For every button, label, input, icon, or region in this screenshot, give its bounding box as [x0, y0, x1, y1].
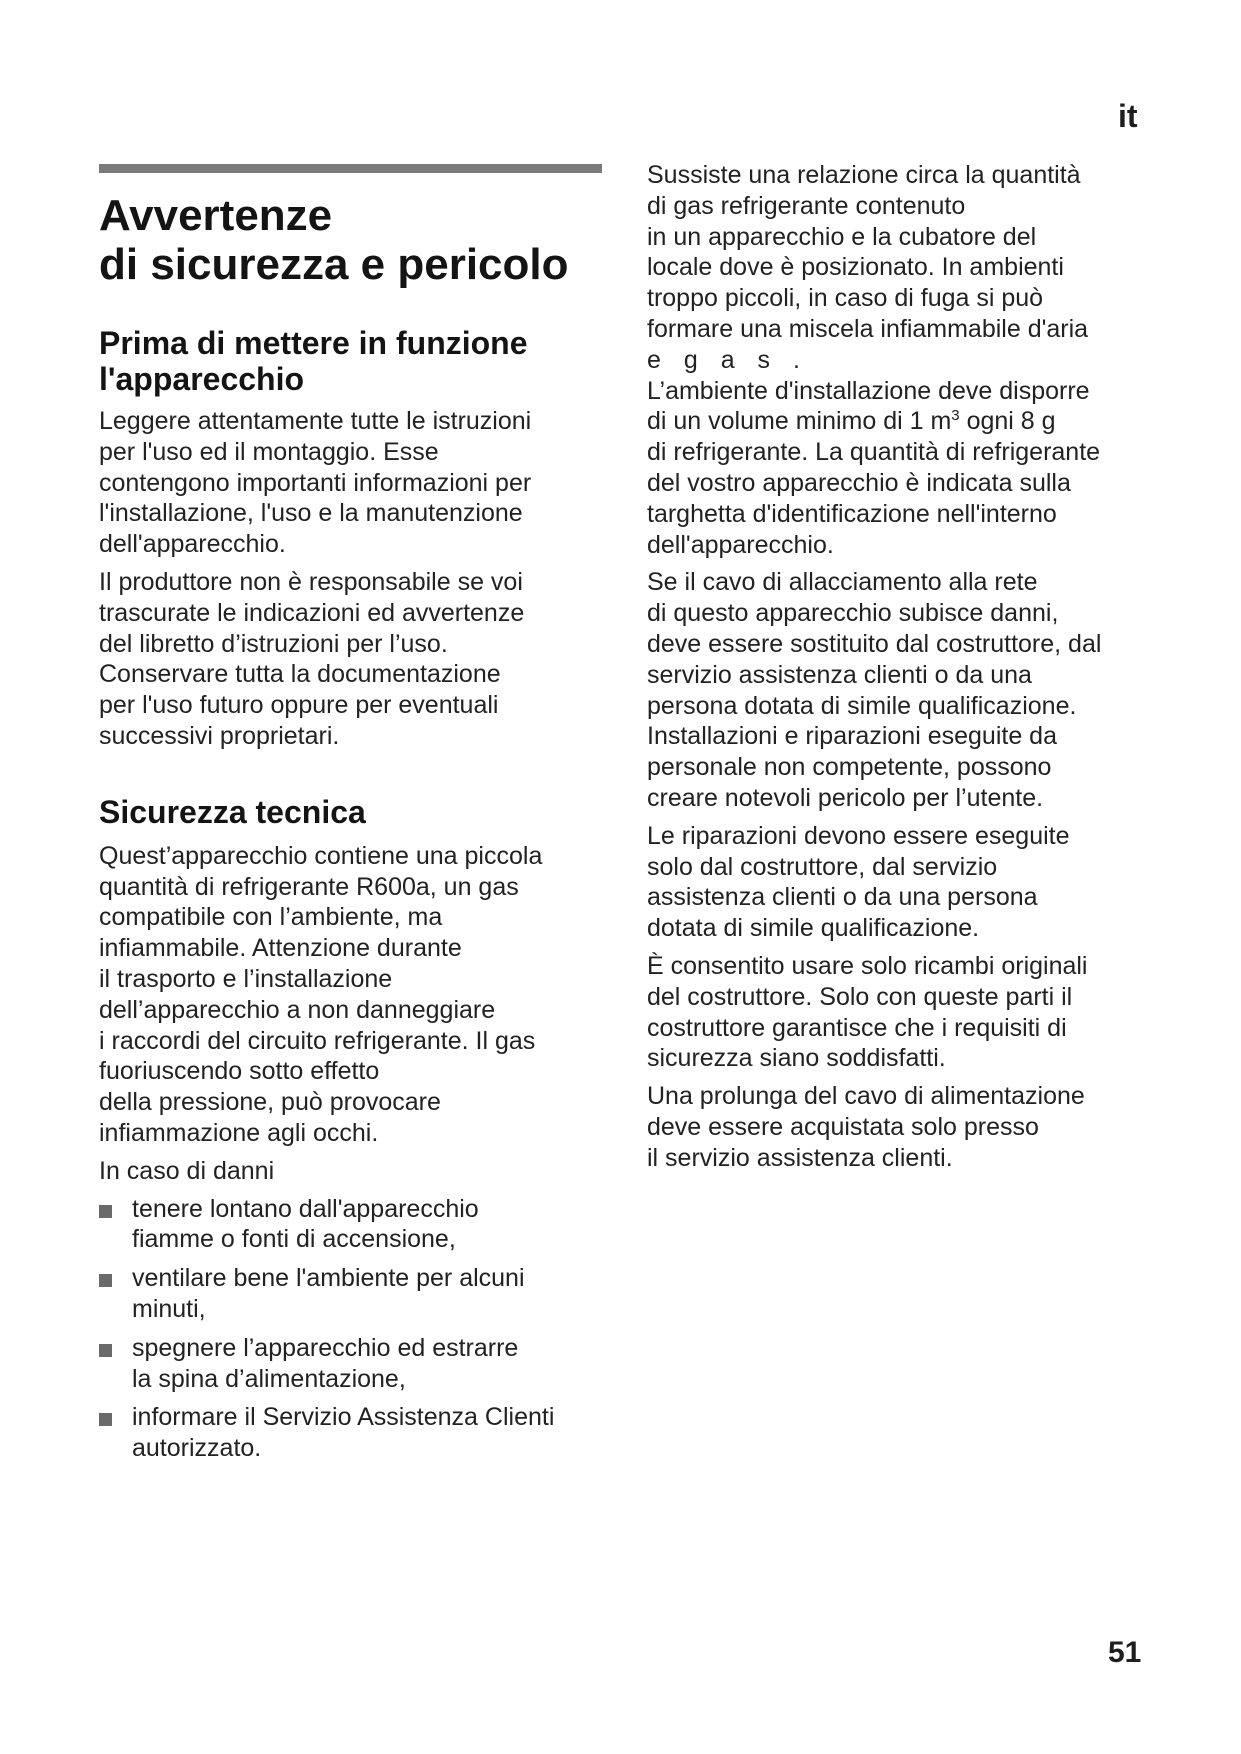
text-line: di gas refrigerante contenuto — [647, 191, 966, 220]
text-line: minuti, — [132, 1294, 206, 1323]
text-line: infiammabile. Attenzione durante — [99, 934, 462, 963]
heading-line: Prima di mettere in funzione — [99, 325, 528, 361]
text-line: trascurate le indicazioni ed avvertenze — [99, 598, 525, 627]
text-line: del vostro apparecchio è indicata sulla — [647, 468, 1071, 497]
right-column — [647, 160, 1167, 1181]
text-line: e g a s . — [647, 345, 808, 374]
paragraph-manufacturer-liability — [99, 567, 605, 752]
text-line: troppo piccoli, in caso di fuga si può — [647, 284, 1044, 313]
text-line: di questo apparecchio subisce danni, — [647, 599, 1059, 628]
text-line: per l'uso ed il montaggio. Esse — [99, 437, 439, 466]
text-line: costruttore garantisce che i requisiti di — [647, 1013, 1067, 1042]
language-code: it — [1118, 98, 1138, 134]
text-line: L’ambiente d'installazione deve disporre — [647, 376, 1090, 405]
square-bullet-icon — [99, 1344, 112, 1357]
text-line: autorizzato. — [132, 1434, 262, 1463]
paragraph-read-instructions — [99, 406, 605, 560]
text-line: Installazioni e riparazioni eseguite da — [647, 722, 1057, 751]
title-line: di sicurezza e pericolo — [99, 240, 569, 289]
text-line: Conservare tutta la documentazione — [99, 660, 501, 689]
text-line: successivi proprietari. — [99, 721, 340, 750]
text-line: contengono importanti informazioni per — [99, 468, 532, 497]
text-line: l'installazione, l'uso e la manutenzione — [99, 499, 523, 528]
text-line: dell’apparecchio a non danneggiare — [99, 995, 496, 1024]
paragraph-refrigerant — [99, 841, 605, 1149]
text-line: formare una miscela infiammabile d'aria — [647, 314, 1089, 343]
text-line: Il produttore non è responsabile se voi — [99, 567, 523, 596]
text-line: deve essere acquistata solo presso — [647, 1112, 1039, 1141]
paragraph-original-parts — [647, 951, 1167, 1074]
text-line: In caso di danni — [99, 1156, 275, 1185]
text-line: dotata di simile qualificazione. — [647, 914, 980, 943]
list-item — [99, 1263, 605, 1325]
text-line: i raccordi del circuito refrigerante. Il gas — [99, 1026, 536, 1055]
text-line: personale non competente, possono — [647, 753, 1052, 782]
text-line: compatibile con l’ambiente, ma — [99, 903, 443, 932]
heading-line: l'apparecchio — [99, 361, 305, 397]
section-rule — [99, 164, 602, 173]
text-line: spegnere l’apparecchio ed estrarre — [132, 1333, 519, 1362]
text-line: assistenza clienti o da una persona — [647, 883, 1038, 912]
paragraph-in-case-of-damage — [99, 1156, 605, 1187]
text-line: deve essere sostituito dal costruttore, dal — [647, 629, 1102, 658]
text-line: informare il Servizio Assistenza Clienti — [132, 1403, 555, 1432]
text-line: il servizio assistenza clienti. — [647, 1143, 953, 1172]
text-line: del libretto d’istruzioni per l’uso. — [99, 629, 448, 658]
square-bullet-icon — [99, 1205, 112, 1218]
text-line: la spina d’alimentazione, — [132, 1364, 406, 1393]
text-line: Le riparazioni devono essere eseguite — [647, 821, 1070, 850]
text-line: sicurezza siano soddisfatti. — [647, 1044, 946, 1073]
text-line: in un apparecchio e la cubatore del — [647, 222, 1037, 251]
text-line: di refrigerante. La quantità di refrigerante — [647, 438, 1101, 467]
heading-line: Sicurezza tecnica — [99, 793, 366, 830]
text-line: fuoriuscendo sotto effetto — [99, 1057, 380, 1086]
text-fragment: ogni 8 g — [959, 407, 1056, 436]
section-heading-before-use — [99, 325, 605, 397]
text-line: targhetta d'identificazione nell'interno — [647, 499, 1057, 528]
text-line: Leggere attentamente tutte le istruzioni — [99, 407, 532, 435]
text-line: il trasporto e l’installazione — [99, 964, 393, 993]
text-line: solo dal costruttore, dal servizio — [647, 852, 998, 881]
paragraph-room-volume — [647, 160, 1167, 560]
paragraph-damaged-cable — [647, 567, 1167, 813]
square-bullet-icon — [99, 1413, 112, 1426]
text-line: creare notevoli pericolo per l’utente. — [647, 783, 1044, 812]
text-line: fiamme o fonti di accensione, — [132, 1225, 456, 1254]
text-line: Una prolunga del cavo di alimentazione — [647, 1082, 1085, 1111]
text-line: servizio assistenza clienti o da una — [647, 660, 1032, 689]
section-heading-technical-safety — [99, 794, 605, 830]
list-item — [99, 1194, 605, 1256]
text-line: dell'apparecchio. — [99, 530, 286, 559]
square-bullet-icon — [99, 1274, 112, 1287]
text-line: Se il cavo di allacciamento alla rete — [647, 568, 1038, 597]
text-line: per l'uso futuro oppure per eventuali — [99, 691, 499, 720]
text-line: È consentito usare solo ricambi originali — [647, 951, 1088, 980]
text-line: del costruttore. Solo con queste parti il — [647, 982, 1073, 1011]
text-line: della pressione, può provocare — [99, 1088, 441, 1117]
page-title — [99, 191, 605, 289]
damage-actions-list — [99, 1194, 605, 1464]
text-fragment: di un volume minimo di 1 m — [647, 407, 952, 436]
text-line: quantità di refrigerante R600a, un gas — [99, 872, 519, 901]
text-line: tenere lontano dall'apparecchio — [132, 1194, 479, 1223]
left-column — [99, 164, 605, 1472]
superscript: 3 — [951, 407, 960, 425]
page-number: 51 — [1108, 1636, 1142, 1669]
paragraph-extension-cable — [647, 1081, 1167, 1173]
text-line: dell'apparecchio. — [647, 530, 834, 559]
paragraph-repairs — [647, 821, 1167, 944]
volume-line — [647, 406, 1167, 437]
text-line: locale dove è posizionato. In ambienti — [647, 253, 1064, 282]
text-line: Quest’apparecchio contiene una piccola — [99, 841, 543, 870]
text-line: persona dotata di simile qualificazione. — [647, 691, 1077, 720]
text-line: Sussiste una relazione circa la quantità — [647, 161, 1081, 189]
text-line: ventilare bene l'ambiente per alcuni — [132, 1264, 525, 1293]
text-line: infiammazione agli occhi. — [99, 1118, 379, 1147]
list-item — [99, 1402, 605, 1464]
title-line: Avvertenze — [99, 191, 333, 240]
list-item — [99, 1333, 605, 1395]
